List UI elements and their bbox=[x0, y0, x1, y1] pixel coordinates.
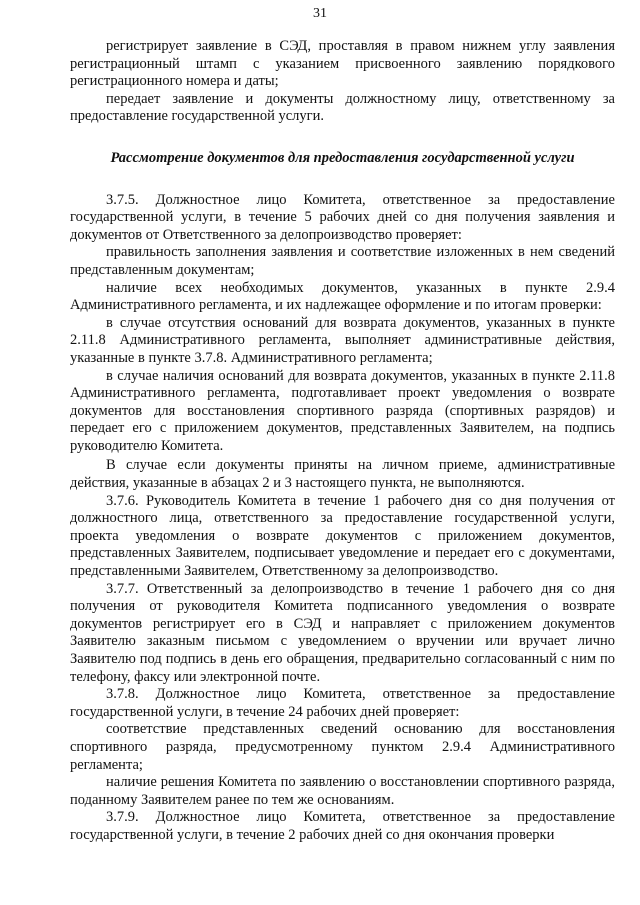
paragraph: 3.7.9. Должностное лицо Комитета, ответственное за предоставление государственной услуги, в течение 2 рабочих дней со дня окончания проверки bbox=[70, 809, 615, 843]
paragraph: 3.7.7. Ответственный за делопроизводство в течение 1 рабочего дня со дня получения от руководителя Комитета подписанного уведомления о возврате документов регистрирует его в СЭД и направляет с приложением документов Заявителю заказным письмом с уведомлением о вручении или вручает лично Заявителю под подпись в день его обращения, предварительно согласованный с ним по телефону, факсу или электронной почте. bbox=[70, 580, 615, 685]
page-number: 31 bbox=[313, 6, 327, 21]
paragraph: соответствие представленных сведений основанию для восстановления спортивного разряда, предусмотренному пунктом 2.9.4 Административного регламента; bbox=[70, 721, 615, 773]
paragraph: в случае отсутствия оснований для возврата документов, указанных в пункте 2.11.8 Административного регламента, выполняет административные действия, указанные в пункте 3.7.8. Административного регламента; bbox=[70, 314, 615, 366]
paragraph: передает заявление и документы должностному лицу, ответственному за предоставление государственной услуги. bbox=[70, 90, 615, 125]
paragraph: 3.7.5. Должностное лицо Комитета, ответственное за предоставление государственной услуги, в течение 5 рабочих дней со дня получения заявления и документов от Ответственного за делопроизводство проверяет: bbox=[70, 191, 615, 243]
paragraph: в случае наличия оснований для возврата документов, указанных в пункте 2.11.8 Административного регламента, подготавливает проект уведомления о возврате документов для восстановления спортивного разряда (спортивных разрядов) и передает его с приложением документов, представленных Заявителем, на подпись руководителю Комитета. bbox=[70, 367, 615, 454]
paragraph: наличие всех необходимых документов, указанных в пункте 2.9.4 Административного регламента, и их надлежащее оформление и по итогам проверки: bbox=[70, 279, 615, 314]
paragraph: наличие решения Комитета по заявлению о восстановлении спортивного разряда, поданному Заявителем ранее по тем же основаниям. bbox=[70, 774, 615, 808]
paragraph: правильность заполнения заявления и соответствие изложенных в нем сведений представленным документам; bbox=[70, 244, 615, 278]
section-heading: Рассмотрение документов для предоставления государственной услуги bbox=[110, 149, 575, 166]
paragraph: 3.7.8. Должностное лицо Комитета, ответственное за предоставление государственной услуги, в течение 24 рабочих дней проверяет: bbox=[70, 686, 615, 720]
paragraph: В случае если документы приняты на личном приеме, административные действия, указанные в абзацах 2 и 3 настоящего пункта, не выполняются. bbox=[70, 457, 615, 492]
page-content bbox=[70, 38, 615, 845]
paragraph: 3.7.6. Руководитель Комитета в течение 1 рабочего дня со дня получения от должностного лица, ответственного за предоставление государственной услуги, проекта уведомления о возврате документов с приложением документов, представленных Заявителем, подписывает уведомление и передает его с документами, представленными Заявителем, Ответственному за делопроизводство. bbox=[70, 492, 615, 580]
paragraph: регистрирует заявление в СЭД, проставляя в правом нижнем углу заявления регистрационный штамп с указанием присвоенного заявлению порядкового регистрационного номера и даты; bbox=[70, 38, 615, 90]
